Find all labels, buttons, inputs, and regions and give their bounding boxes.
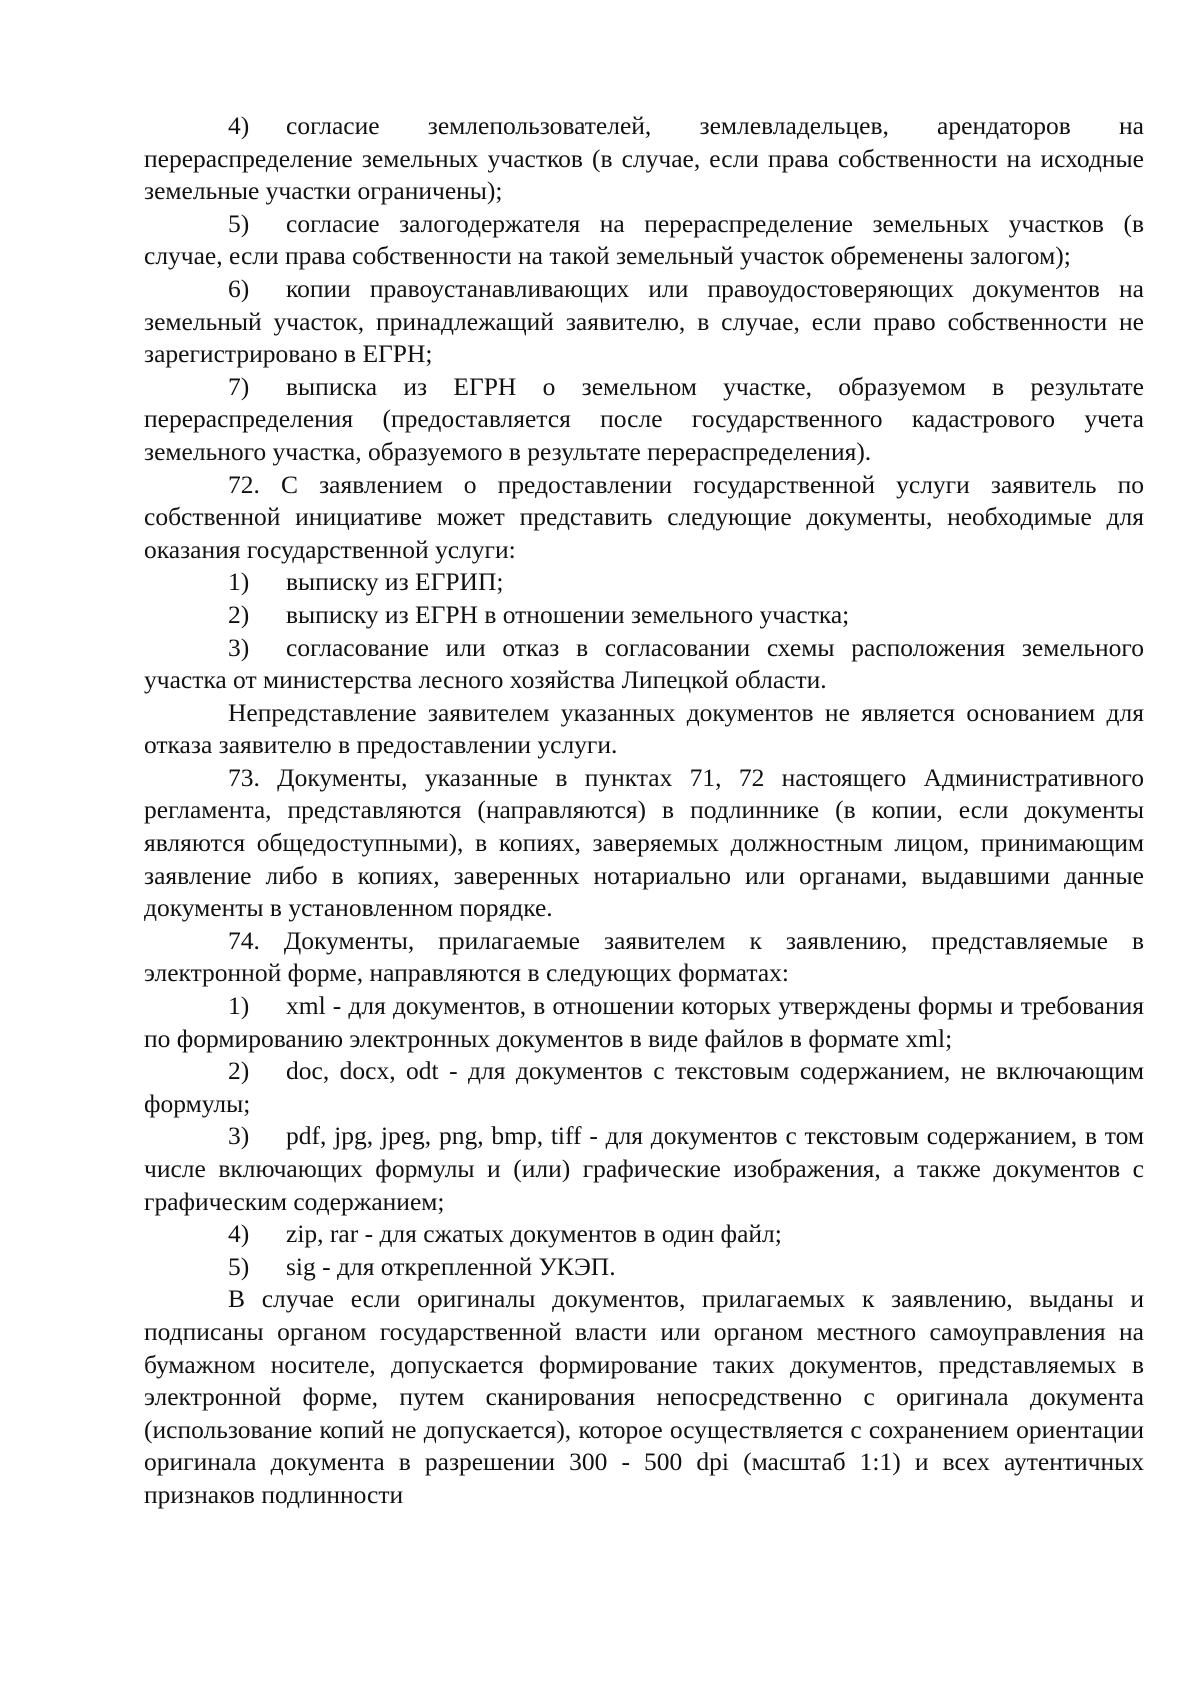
item-text: копии правоустанавливающих или правоудостоверяющих документов на земельный участок, принадлежащий заявителю, в случае, если право собственности не зарегистрировано в ЕГРН; xyxy=(144,273,1144,369)
item-text: doc, docx, odt - для документов с текстовым содержанием, не включающим формулы; xyxy=(144,1056,1144,1118)
list-item-7 xyxy=(144,371,1144,469)
paragraph-scanning: В случае если оригиналы документов, прилагаемых к заявлению, выданы и подписаны органом государственной власти или органом местного самоуправления на бумажном носителе, допускается формирование таких документов, представляемых в электронной форме, путем сканирования непосредственно с оригинала документа (использование копий не допускается), которое осуществляется с сохранением ориентации оригинала документа в разрешении 300 - 500 dpi (масштаб 1:1) и всех аутентичных признаков подлинности xyxy=(144,1284,1144,1509)
item-number: 4) xyxy=(228,1219,250,1249)
paragraph-73: 73. Документы, указанные в пунктах 71, 72 настоящего Административного регламента, представляются (направляются) в подлиннике (в копии, если документы являются общедоступными), в копиях, заверяемых должностным лицом, принимающим заявление либо в копиях, заверенных нотариально или органами, выдавшими данные документы в установленном порядке. xyxy=(144,762,1144,923)
item-text: согласие залогодержателя на перераспределение земельных участков (в случае, если права собственности на такой земельный участок обременены залогом); xyxy=(144,208,1144,271)
format-item-2 xyxy=(144,1055,1144,1120)
paragraph-non-submission: Непредставление заявителем указанных документов не является основанием для отказа заявителю в предоставлении услуги. xyxy=(144,697,1144,760)
item-text: согласование или отказ в согласовании схемы расположения земельного участка от министерства лесного хозяйства Липецкой области. xyxy=(144,632,1144,695)
format-item-3 xyxy=(144,1120,1144,1218)
item-text: zip, rar - для сжатых документов в один файл; xyxy=(286,1219,782,1249)
list-item-5 xyxy=(144,208,1144,273)
list-item-2 xyxy=(144,599,1144,632)
item-number: 2) xyxy=(228,599,250,629)
item-text: pdf, jpg, jpeg, png, bmp, tiff - для документов с текстовым содержанием, в том числе включающих формулы и (или) графические изображения, а также документов с графическим содержанием; xyxy=(144,1121,1144,1216)
item-number: 6) xyxy=(228,273,250,303)
format-item-1 xyxy=(144,990,1144,1055)
item-number: 3) xyxy=(228,632,250,662)
item-text: согласие землепользователей, землевладельцев, арендаторов на перераспределение земельных участков (в случае, если права собственности на исходные земельные участки ограничены); xyxy=(144,111,1144,206)
format-item-4 xyxy=(144,1218,1144,1251)
item-number: 7) xyxy=(228,371,250,401)
item-text: sig - для открепленной УКЭП. xyxy=(286,1251,616,1281)
item-number: 5) xyxy=(228,1251,250,1281)
document-page xyxy=(144,110,1144,1512)
item-number: 2) xyxy=(228,1056,250,1086)
item-number: 4) xyxy=(228,111,250,140)
list-item-6 xyxy=(144,273,1144,371)
item-number: 5) xyxy=(228,208,250,238)
item-text: xml - для документов, в отношении которых утверждены формы и требования по формированию электронных документов в виде файлов в формате xml; xyxy=(144,991,1144,1053)
item-number: 3) xyxy=(228,1121,250,1151)
list-item-1 xyxy=(144,566,1144,599)
list-item-3 xyxy=(144,632,1144,697)
format-item-5 xyxy=(144,1251,1144,1284)
paragraph-72: 72. С заявлением о предоставлении государственной услуги заявитель по собственной инициативе может представить следующие документы, необходимые для оказания государственной услуги: xyxy=(144,469,1144,564)
item-text: выписку из ЕГРН в отношении земельного участка; xyxy=(286,599,850,629)
paragraph-74: 74. Документы, прилагаемые заявителем к заявлению, представляемые в электронной форме, направляются в следующих форматах: xyxy=(144,925,1144,988)
item-text: выписка из ЕГРН о земельном участке, образуемом в результате перераспределения (предоставляется после государственного кадастрового учета земельного участка, образуемого в результате перераспределения). xyxy=(144,371,1144,466)
item-number: 1) xyxy=(228,567,250,597)
item-number: 1) xyxy=(228,991,250,1021)
list-item-4 xyxy=(144,110,1144,208)
item-text: выписку из ЕГРИП; xyxy=(286,567,504,597)
